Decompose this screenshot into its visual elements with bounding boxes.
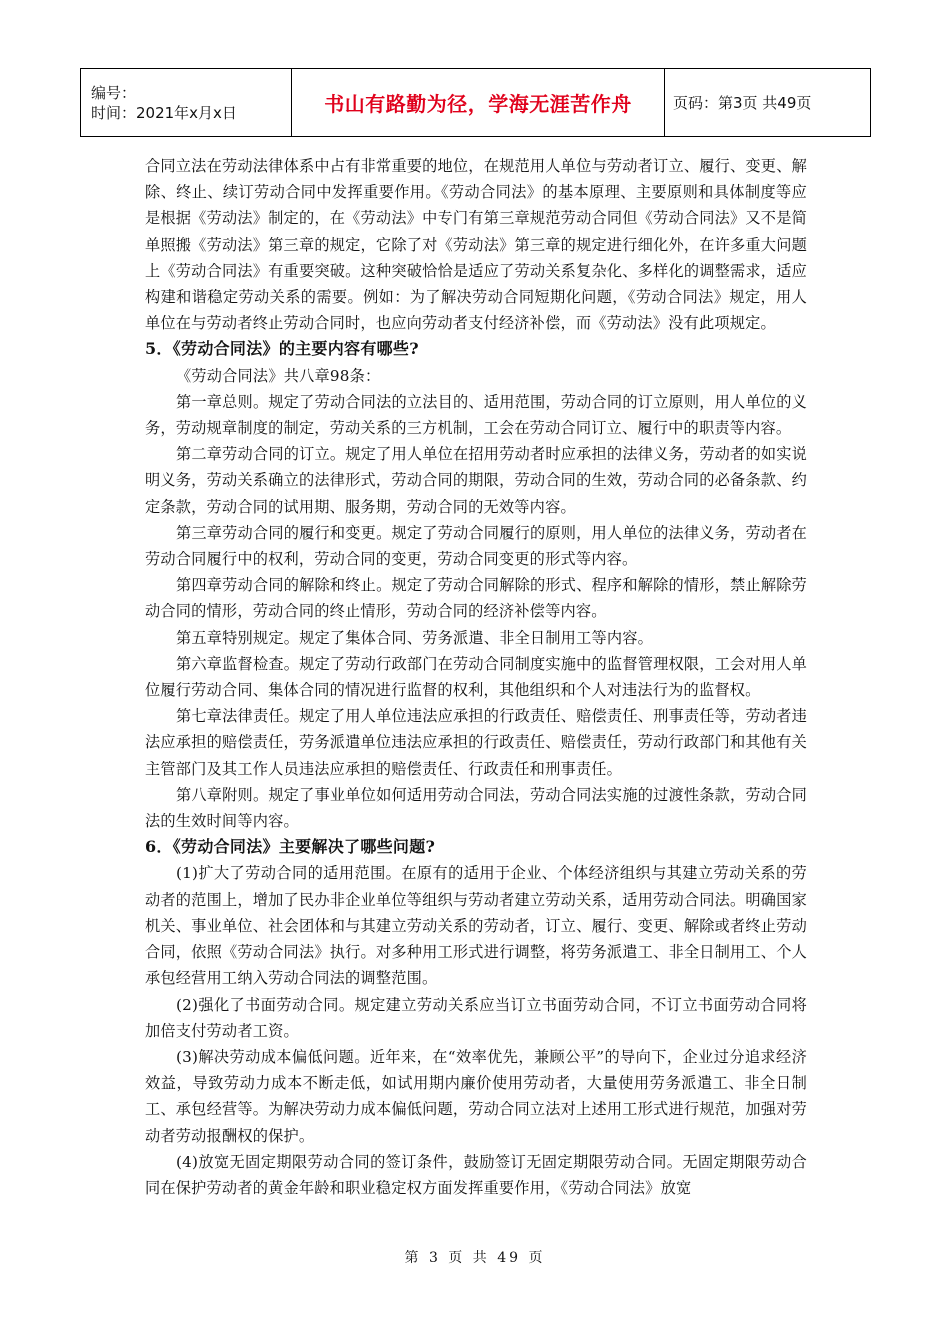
q6-paragraph: (1)扩大了劳动合同的适用范围。在原有的适用于企业、个体经济组织与其建立劳动关系的劳动者的范围上，增加了民办非企业单位等组织与劳动者建立劳动关系，适用劳动合同法。明确国家机关、事业单位、社会团体和与其建立劳动关系的劳动者，订立、履行、变更、解除或者终止劳动合同，依照《劳动合同法》执行。对多种用工形式进行调整，将劳务派遣工、非全日制用工、个人承包经营用工纳入劳动合同法的调整范围。 [145,864,807,988]
q6-paragraph: (3)解决劳动成本偏低问题。近年来，在“效率优先，兼顾公平”的导向下，企业过分追求经济效益，导致劳动力成本不断走低，如试用期内廉价使用劳动者，大量使用劳务派遣工、非全日制工、承包经营等。为解决劳动力成本偏低问题，劳动合同立法对上述用工形式进行规范，加强对劳动者劳动报酬权的保护。 [145,1047,807,1145]
q5-paragraph: 第五章特别规定。规定了集体合同、劳务派遣、非全日制用工等内容。 [176,628,654,647]
section-heading-q5: 5．《劳动合同法》的主要内容有哪些? [145,339,419,359]
page-header [80,68,871,137]
document-date-label: 时间：2021年x月x日 [91,103,237,122]
header-page-number: 页码：第3页 共49页 [665,69,871,137]
q5-paragraph: 第三章劳动合同的履行和变更。规定了劳动合同履行的原则，用人单位的法律义务，劳动者在劳动合同履行中的权利，劳动合同的变更，劳动合同变更的形式等内容。 [145,523,807,569]
q6-paragraph: (4)放宽无固定期限劳动合同的签订条件，鼓励签订无固定期限劳动合同。无固定期限劳动合同在保护劳动者的黄金年龄和职业稳定权方面发挥重要作用，《劳动合同法》放宽 [145,1152,807,1197]
q5-paragraph: 第六章监督检查。规定了劳动行政部门在劳动合同制度实施中的监督管理权限，工会对用人单位履行劳动合同、集体合同的情况进行监督的权利，其他组织和个人对违法行为的监督权。 [145,654,807,700]
q5-paragraph: 第二章劳动合同的订立。规定了用人单位在招用劳动者时应承担的法律义务，劳动者的如实说明义务，劳动关系确立的法律形式，劳动合同的期限，劳动合同的生效，劳动合同的必备条款、约定条款，劳动合同的试用期、服务期，劳动合同的无效等内容。 [145,445,807,516]
document-number-label: 编号： [91,83,137,102]
page-footer: 第 3 页 共 49 页 [404,1250,546,1266]
header-meta-cell [81,69,292,137]
header-motto: 书山有路勤为径，学海无涯苦作舟 [292,69,665,137]
q5-paragraph: 第四章劳动合同的解除和终止。规定了劳动合同解除的形式、程序和解除的情形，禁止解除劳动合同的情形，劳动合同的终止情形，劳动合同的经济补偿等内容。 [145,576,807,621]
q6-paragraph: (2)强化了书面劳动合同。规定建立劳动关系应当订立书面劳动合同，不订立书面劳动合同将加倍支付劳动者工资。 [145,995,807,1040]
intro-paragraph: 合同立法在劳动法律体系中占有非常重要的地位，在规范用人单位与劳动者订立、履行、变更、解除、终止、续订劳动合同中发挥重要作用。《劳动合同法》的基本原理、主要原则和具体制度等应是根据《劳动法》制定的，在《劳动法》中专门有第三章规范劳动合同但《劳动合同法》又不是简单照搬《劳动法》第三章的规定，它除了对《劳动法》第三章的规定进行细化外，在许多重大问题上《劳动合同法》有重要突破。这种突破恰恰是适应了劳动关系复杂化、多样化的调整需求，适应构建和谐稳定劳动关系的需要。例如：为了解决劳动合同短期化问题，《劳动合同法》规定，用人单位在与劳动者终止劳动合同时，也应向劳动者支付经济补偿，而《劳动法》没有此项规定。 [145,157,807,333]
q5-paragraph: 《劳动合同法》共八章98条： [176,366,381,385]
q5-paragraph: 第七章法律责任。规定了用人单位违法应承担的行政责任、赔偿责任、刑事责任等，劳动者违法应承担的赔偿责任，劳务派遣单位违法应承担的行政责任、赔偿责任，劳动行政部门和其他有关主管部门及其工作人员违法应承担的赔偿责任、行政责任和刑事责任。 [145,707,807,778]
q5-paragraph: 第八章附则。规定了事业单位如何适用劳动合同法，劳动合同法实施的过渡性条款，劳动合同法的生效时间等内容。 [145,785,807,831]
q5-paragraph: 第一章总则。规定了劳动合同法的立法目的、适用范围，劳动合同的订立原则，用人单位的义务，劳动规章制度的制定，劳动关系的三方机制，工会在劳动合同订立、履行中的职责等内容。 [145,392,807,438]
section-heading-q6: 6．《劳动合同法》主要解决了哪些问题? [145,837,436,857]
document-body [145,153,807,1201]
